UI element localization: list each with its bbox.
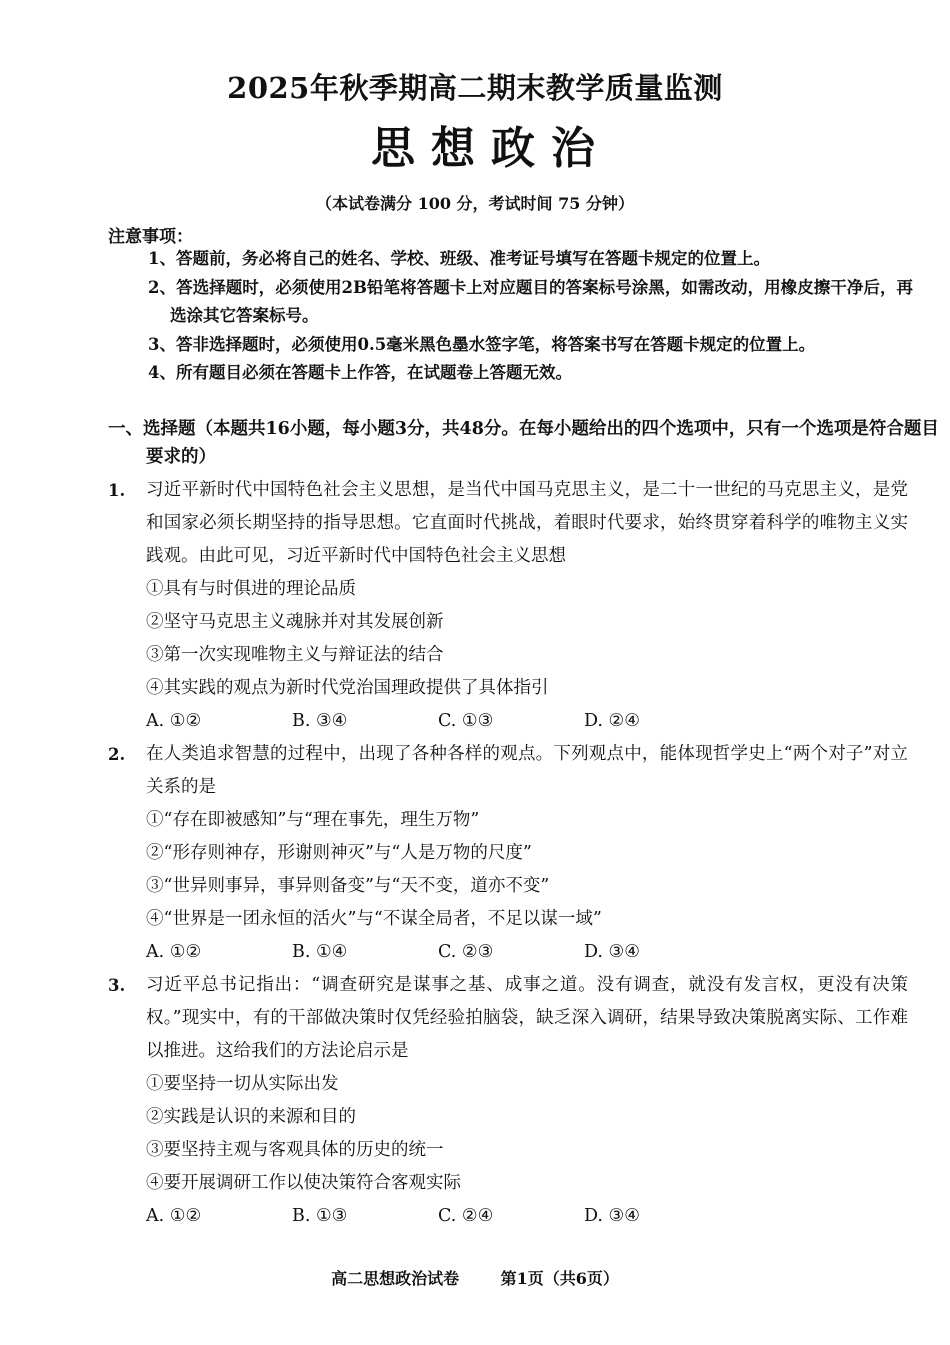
option-b: B. ①③ bbox=[292, 1206, 348, 1226]
question-1 bbox=[108, 474, 908, 738]
question-stem: 习近平总书记指出：“调查研究是谋事之基、成事之道。没有调查，就没有发言权，更没有决策权。”现实中，有的干部做决策时仅凭经验拍脑袋，缺乏深入调研，结果导致决策脱离实际、工作难以推进。这给我们的方法论启示是 bbox=[146, 975, 908, 1061]
exam-title: 2025年秋季期高二期末教学质量监测 bbox=[227, 71, 723, 105]
option-c: C. ①③ bbox=[438, 711, 494, 731]
statement-4: ④其实践的观点为新时代党治国理政提供了具体指引 bbox=[146, 678, 549, 698]
option-b: B. ①④ bbox=[292, 942, 348, 962]
option-a: A. ①② bbox=[146, 711, 202, 731]
statement-2: ②坚守马克思主义魂脉并对其发展创新 bbox=[146, 612, 444, 632]
statement-4: ④要开展调研工作以使决策符合客观实际 bbox=[146, 1173, 461, 1193]
option-c: C. ②③ bbox=[438, 942, 494, 962]
statement-2: ②实践是认识的来源和目的 bbox=[146, 1107, 356, 1127]
statement-1: ①“存在即被感知”与“理在事先，理生万物” bbox=[146, 810, 480, 830]
question-stem: 在人类追求智慧的过程中，出现了各种各样的观点。下列观点中，能体现哲学史上“两个对子”对立关系的是 bbox=[146, 744, 908, 797]
notice-list bbox=[148, 245, 913, 388]
option-b: B. ③④ bbox=[292, 711, 348, 731]
statement-3: ③第一次实现唯物主义与辩证法的结合 bbox=[146, 645, 444, 665]
question-number: 3. bbox=[108, 976, 126, 995]
exam-info: （本试卷满分 100 分，考试时间 75 分钟） bbox=[316, 194, 634, 213]
question-3 bbox=[108, 969, 908, 1233]
option-d: D. ③④ bbox=[584, 942, 640, 962]
option-a: A. ①② bbox=[146, 1206, 202, 1226]
statement-3: ③“世异则事异，事异则备变”与“天不变，道亦不变” bbox=[146, 876, 550, 896]
option-row bbox=[146, 936, 908, 969]
question-stem: 习近平新时代中国特色社会主义思想，是当代中国马克思主义，是二十一世纪的马克思主义，是党和国家必须长期坚持的指导思想。它直面时代挑战，着眼时代要求，始终贯穿着科学的唯物主义实践观。由此可见，习近平新时代中国特色社会主义思想 bbox=[146, 480, 908, 566]
statement-3: ③要坚持主观与客观具体的历史的统一 bbox=[146, 1140, 444, 1160]
notice-item-1: 1、答题前，务必将自己的姓名、学校、班级、准考证号填写在答题卡规定的位置上。 bbox=[148, 249, 770, 268]
page-footer bbox=[0, 1266, 950, 1289]
notice-item-3: 3、答非选择题时，必须使用0.5毫米黑色墨水签字笔，将答案书写在答题卡规定的位置上。 bbox=[148, 334, 816, 354]
footer-paper-name: 高二思想政治试卷 bbox=[331, 1269, 460, 1288]
statement-4: ④“世界是一团永恒的活火”与“不谋全局者，不足以谋一域” bbox=[146, 909, 602, 929]
subject-title: 思想政治 bbox=[371, 123, 611, 174]
statement-1: ①具有与时俱进的理论品质 bbox=[146, 579, 356, 599]
option-row bbox=[146, 705, 908, 738]
option-row bbox=[146, 1200, 908, 1233]
question-number: 2. bbox=[108, 745, 126, 764]
question-number: 1. bbox=[108, 481, 126, 500]
notice-heading: 注意事项： bbox=[108, 227, 193, 247]
notice-item-4: 4、所有题目必须在答题卡上作答，在试题卷上答题无效。 bbox=[148, 363, 572, 382]
option-d: D. ③④ bbox=[584, 1206, 640, 1226]
statement-2: ②“形存则神存，形谢则神灭”与“人是万物的尺度” bbox=[146, 843, 532, 863]
footer-page-info: 第1页（共6页） bbox=[500, 1269, 619, 1288]
option-c: C. ②④ bbox=[438, 1206, 494, 1226]
option-a: A. ①② bbox=[146, 942, 202, 962]
option-d: D. ②④ bbox=[584, 711, 640, 731]
notice-item-2: 2、答选择题时，必须使用2B铅笔将答题卡上对应题目的答案标号涂黑，如需改动，用橡皮擦干净后，再选涂其它答案标号。 bbox=[148, 277, 913, 325]
question-2 bbox=[108, 738, 908, 969]
statement-1: ①要坚持一切从实际出发 bbox=[146, 1074, 339, 1094]
section-heading: 一、选择题（本题共16小题，每小题3分，共48分。在每小题给出的四个选项中，只有一个选项是符合题目要求的） bbox=[108, 419, 939, 467]
